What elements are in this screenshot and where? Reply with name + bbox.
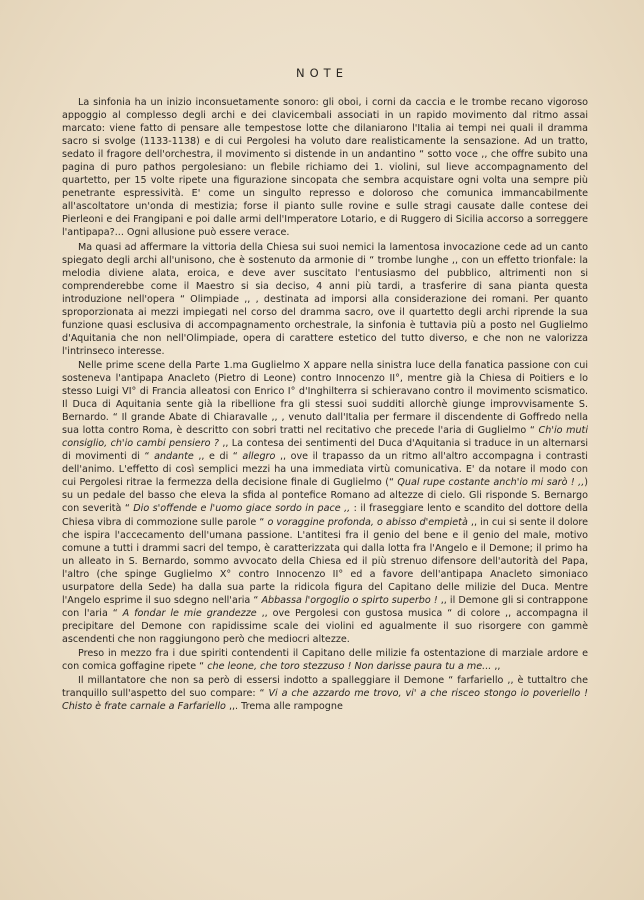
- paragraph: [62, 96, 588, 240]
- text-run: ,,. Trema alle rampogne: [225, 701, 343, 713]
- text-run: Preso in mezzo fra i due spiriti contendenti il Capitano delle milizie fa ostentazione di marziale ardore e con comica goffagine ripete “: [62, 647, 588, 673]
- paragraph: [62, 359, 588, 646]
- italic-quote: o voraggine profonda, o abisso d'empietà: [267, 516, 468, 528]
- italic-quote: che leone, che toro stezzuso ! Non darisse paura tu a me...: [207, 661, 492, 673]
- italic-quote: Dio s'offende e l'uomo giace sordo in pace ,,: [133, 503, 351, 515]
- text-run: ,, il Demone gli si contrappone con l'aria “: [62, 594, 588, 619]
- page-title: NOTE: [296, 66, 348, 80]
- text-run: ,, in cui si sente il dolore che ispira l'accecamento dell'umana passione. L'antitesi fra il genio del bene e il genio del male, motivo comune a tutti i drammi sacri del tempo, è caratterizzata qui dalla lotta fra l'Angelo e il Demone; il primo ha un alleato in S. Bernardo, sommo avvocato della Chiesa ed il più strenuo difensore dell'autorità del Papa, l'altro (che spinge Guglielmo X° contro Innocenzo II° ed a favore dell'antipapa Anacleto simoniaco usurpatore della Sede) ha dalla sua parte la ridicola figura del Capitano delle milizie del Duca. Mentre l'Angelo esprime il suo sdegno nell'aria “: [62, 516, 589, 606]
- text-run: Il millantatore che non sa però di essersi indotto a spalleggiare il Demone “ farfariello ,, è tuttaltro che tranquillo sull'aspetto del suo compare: “: [62, 675, 588, 700]
- text-run: Ma quasi ad affermare la vittoria della Chiesa sui suoi nemici la lamentosa invocazione cede ad un canto spiegato degli archi all'unisono, che è sostenuto da armonie di “ trombe lunghe ,, con un effetto trionfale: la melodia diviene alata, eroica, e deve aver suscitato l'entusiasmo del pubblico, altrimenti non si comprenderebbe come il Maestro si sia deciso, 4 anni più tardi, a trasferire di sana pianta questa introduzione nell'opera “ Olimpiade ,, , destinata ad imporsi alla considerazione dei romani. Per quanto sproporzionata ai mezzi impiegati nel corso del dramma sacro, ove il quartetto degli archi riprende la sua funzione quasi esclusiva di accompagnamento orchestrale, la sinfonia è tuttavia più a posto nel Guglielmo d'Aquitania che non nell'Olimpiade, opera di carattere estetico del tutto diverso, e che non ne valorizza l'intrinseco interesse.: [62, 241, 588, 357]
- italic-quote: Ch'io muti consiglio, ch'io cambi pensiero ?: [62, 425, 588, 450]
- italic-quote: andante: [154, 451, 194, 463]
- italic-quote: Abbassa l'orgoglio o spirto superbo !: [261, 594, 438, 606]
- italic-quote: allegro: [242, 451, 276, 463]
- text-run: Nelle prime scene della Parte 1.ma Guglielmo X appare nella sinistra luce della fanatica passione con cui sosteneva l'antipapa Anacleto (Pietro di Leone) contro Innocenzo II°, mentre già la Chiesa di Poitiers e lo stesso Luigi VI° di Francia alleatosi con Enrico I° d'Inghilterra si schieravano contro il movimento scismatico. Il Duca di Aquitania sente già la ribellione fra gli stessi suoi sudditi allorchè giunge improvvisamente S. Bernardo. “ Il grande Abate di Chiaravalle ,, , venuto dall'Italia per fermare il discendente di Goffredo nella sua lotta contro Roma, è descritto con sobri tratti nel recitativo che precede l'aria di Guglielmo “: [62, 359, 588, 437]
- text-run: : il fraseggiare lento e scandito del dottore della Chiesa vibra di commozione sulle parole “: [62, 503, 588, 528]
- text-run: ) su un pedale del basso che eleva la sfida al pontefice Romano ad altezze di cielo. Gli risponde S. Bernargo con severità “: [62, 477, 588, 515]
- italic-quote: Qual rupe costante anch'io mi sarò ! ,,: [397, 477, 585, 489]
- paragraph: [62, 647, 588, 673]
- text-run: ,, e di “: [193, 451, 243, 463]
- notes-body: [62, 96, 588, 713]
- italic-quote: A fondar le mie grandezze: [122, 607, 257, 619]
- paragraph: [62, 241, 588, 358]
- text-run: La sinfonia ha un inizio inconsuetamente sonoro: gli oboi, i corni da caccia e le trombe recano vigoroso appoggio al complesso degli archi e dei clavicembali associati in un rapido movimento dal ritmo assai marcato: viene fatto di pensare alle tempestose lotte che dilaniarono l'Italia ai tempi nei quali il dramma sacro si svolge (1133-1138) e di cui Pergolesi ha voluto dare realisticamente la sensazione. Ad un tratto, sedato il fragore dell'orchestra, il movimento si distende in un andantino “ sotto voce ,, che offre subito una pagina di puro pathos pergolesiano: un flebile richiamo dei 1. violini, sul lieve accompagnamento del quartetto, per 15 volte ripete una figurazione sincopata che sembra acquistare ogni volta una sempre più penetrante espressività. E' come un singulto represso e doloroso che comunica immancabilmente all'ascoltatore un'onda di mestizia; forse il pianto sulle rovine e sulle stragi causate dalle contese dei Pierleoni e dei Frangipani e poi dalle armi dell'Imperatore Lotario, e di Ruggero di Sicilia accorso a sorreggere l'antipapa?... Ogni allusione può essere verace.: [62, 97, 588, 239]
- text-run: ,,: [491, 661, 501, 673]
- text-run: ,, ove Pergolesi con gustosa musica “ di colore ,, accompagna il precipitare del Demone con rapidissime scale dei violini ed agualmente il suo risorgere con gammè ascendenti che non raggiungono però che mediocri altezze.: [62, 607, 588, 645]
- text-run: ,, ove il trapasso da un ritmo all'altro accompagna i contrasti dell'animo. L'effetto di così semplici mezzi ha una immediata virtù comunicativa. E' da notare il modo con cui Pergolesi ritrae la fermezza della decisione finale di Guglielmo (“: [62, 451, 588, 489]
- paragraph: [62, 674, 588, 713]
- text-run: ,, La contesa dei sentimenti del Duca d'Aquitania si traduce in un alternarsi di movimenti di “: [62, 438, 588, 463]
- italic-quote: Vi a che azzardo me trovo, vi' a che risceo stongo io poveriello ! Chisto è frate carnale a Farfariello: [62, 688, 588, 713]
